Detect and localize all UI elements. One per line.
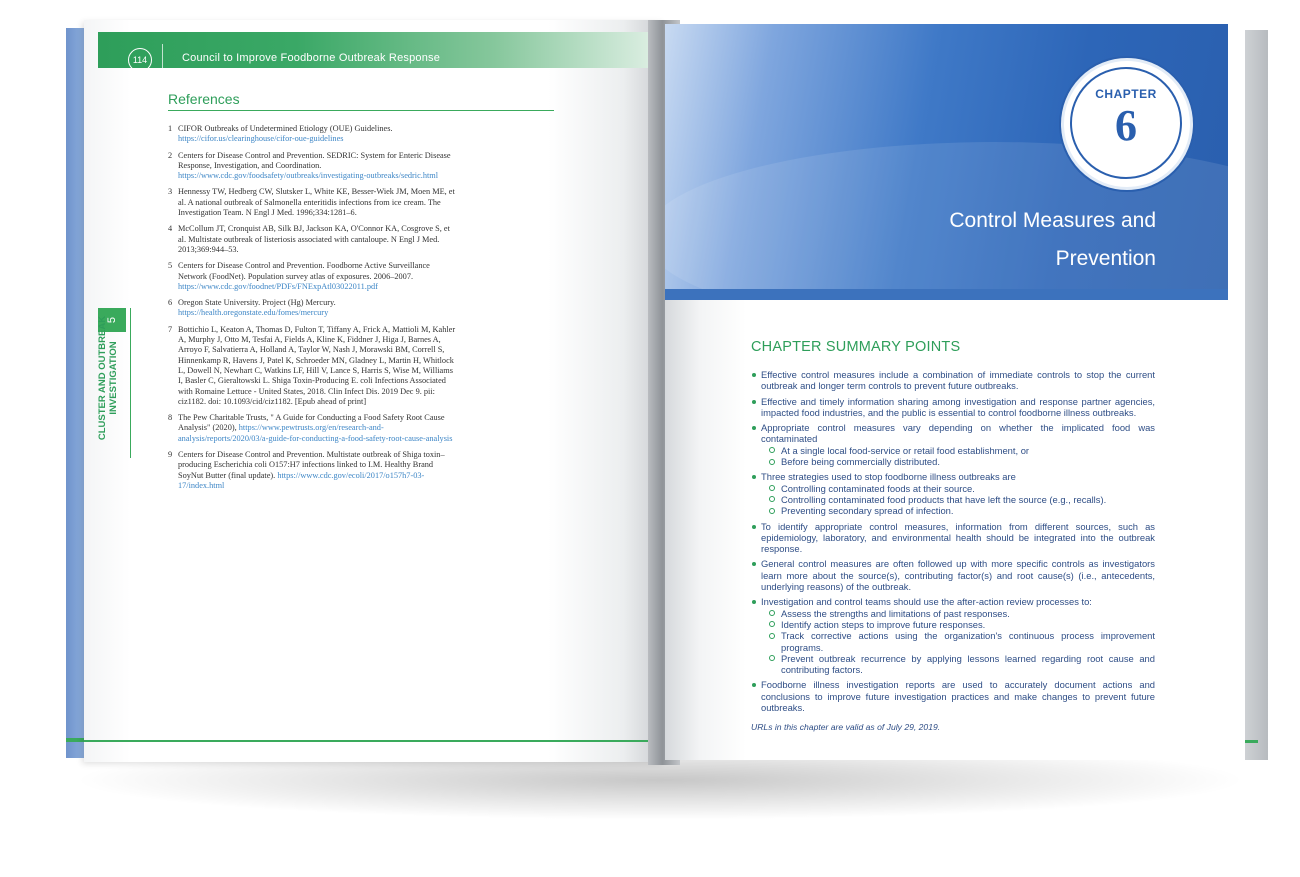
summary-point: General control measures are often followed up with more specific controls as investigators learn more about the source(s), contributing factor(s) and root cause(s) (i.e., antecedents, underlying reasons) of the outbreak. (751, 558, 1155, 592)
summary-subpoints (761, 608, 1155, 676)
reference-link[interactable]: https://www.pewtrusts.org/en/research-and-analysis/reports/2020/03/a-guide-for-conducting-a-food-safety-root-cause-analysis (178, 423, 453, 443)
reference-item: 6 Oregon State University. Project (Hg) Mercury. https://health.oregonstate.edu/fomes/mercury (168, 298, 336, 318)
reference-link[interactable]: https://health.oregonstate.edu/fomes/mercury (178, 308, 329, 318)
chapter-badge (1061, 58, 1193, 190)
summary-subpoint: Preventing secondary spread of infection. (761, 505, 1155, 516)
reference-link[interactable]: https://cifor.us/clearinghouse/cifor-oue-guidelines (178, 134, 344, 144)
summary-point: Effective control measures include a combination of immediate controls to stop the current outbreak and longer term controls to prevent future outbreaks. (751, 369, 1155, 392)
summary-point: Investigation and control teams should use the after-action review processes to: Assess the strengths and limitations of past responses. Identify action steps to improve future responses. Track corrective actions using the organization's continuous process improvement programs. Prevent outbreak recurrence by applying lessons learned regarding root cause and contributing factors. (751, 596, 1155, 675)
left-page-bottom-rule (84, 740, 649, 742)
left-cover-edge-accent (66, 738, 86, 742)
header-divider (162, 44, 163, 80)
chapter-title (856, 202, 1156, 278)
summary-subpoint: Controlling contaminated food products that have left the source (e.g., recalls). (761, 494, 1155, 505)
chapter-title-line2: Prevention (1055, 247, 1156, 270)
references-rule (168, 110, 554, 111)
running-header-title: Council to Improve Foodborne Outbreak Response (182, 52, 441, 64)
chapter-badge-inner (1070, 67, 1182, 179)
reference-item: 8 The Pew Charitable Trusts, " A Guide for Conducting a Food Safety Root Cause Analysis" (2020), https://www.pewtrusts.org/en/research-and-analysis/reports/2020/03/a-guide-for-conducting-a-food-safety-root-cause-analysis (168, 413, 453, 443)
summary-point: Effective and timely information sharing among investigation and response partner agencies, impacted food industries, and the public is essential to control foodborne illness outbreaks. (751, 396, 1155, 419)
reference-item: 3 Hennessy TW, Hedberg CW, Slutsker L, White KE, Besser-Wiek JM, Moen ME, et al. A national outbreak of Salmonella enteritidis infections from ice cream. The Investigation Team. N Engl J Med. 1996;334:1281–6. (168, 187, 455, 218)
references-heading: References (168, 91, 240, 107)
section-rule (130, 308, 131, 458)
references-list (168, 124, 458, 497)
reference-item: 9 Centers for Disease Control and Prevention. Multistate outbreak of Shiga toxin–producing Escherichia coli O157:H7 infections linked to I.M. Healthy Brand SoyNut Butter (final update). https://www.cdc.gov/ecoli/2017/o157h7-03-17/index.html (168, 450, 445, 490)
summary-subpoint: Identify action steps to improve future responses. (761, 619, 1155, 630)
summary-heading: CHAPTER SUMMARY POINTS (751, 339, 961, 355)
summary-subpoint: Assess the strengths and limitations of past responses. (761, 608, 1155, 619)
section-tab-number: 5 (106, 316, 118, 324)
reference-link[interactable]: https://www.cdc.gov/ecoli/2017/o157h7-03-17/index.html (178, 470, 425, 490)
summary-subpoints (761, 445, 1155, 468)
left-page (84, 20, 664, 762)
chapter-banner (665, 24, 1228, 300)
summary-subpoints (761, 483, 1155, 517)
summary-subpoint: Prevent outbreak recurrence by applying lessons learned regarding root cause and contributing factors. (761, 653, 1155, 676)
running-header (98, 32, 664, 68)
summary-subpoint: Before being commercially distributed. (761, 456, 1155, 467)
reference-link[interactable]: https://www.cdc.gov/foodnet/PDFs/FNExpAtl03022011.pdf (178, 281, 378, 291)
section-label: CLUSTER AND OUTBREAK INVESTIGATION (97, 315, 119, 441)
reference-item: 7 Bottichio L, Keaton A, Thomas D, Fulton T, Tiffany A, Frick A, Mattioli M, Kahler A, Murphy J, Otto M, Tesfai A, Fields A, Kline K, Fiddner J, Higa J, Barnes A, Arroyo F, Salvatierra A, Holland A, Taylor W, Nash J, Morawski BM, Correll S, Hinnenkamp R, Havens J, Patel K, Schroeder MN, Gladney L, Martin H, Whitlock L, Dowell N, Newhart C, Watkins LF, Hill V, Lance S, Harris S, Wise M, Williams I, Basler C, Gieraltowski L. Shiga Toxin-Producing E. coli Infections Associated with Romaine Lettuce - United States, 2018. Clin Infect Dis. 2019 Dec 9. pii: ciz1182. doi: 10.1093/cid/ciz1182. [Epub ahead of print] (168, 324, 456, 406)
urls-validity-note: URLs in this chapter are valid as of July 29, 2019. (751, 722, 941, 732)
summary-subpoint: Track corrective actions using the organization's continuous process improvement programs. (761, 630, 1155, 653)
reference-item: 1 CIFOR Outbreaks of Undetermined Etiology (OUE) Guidelines. https://cifor.us/clearinghouse/cifor-oue-guidelines (168, 124, 393, 144)
summary-point: To identify appropriate control measures, information from different sources, such as epidemiology, laboratory, and environmental health should be integrated into the outbreak response. (751, 521, 1155, 555)
reference-link[interactable]: https://www.cdc.gov/foodsafety/outbreaks/investigating-outbreaks/sedric.html (178, 171, 439, 181)
summary-point: Foodborne illness investigation reports are used to accurately document actions and conclusions to improve future investigation practices and make changes to prevent future outbreaks. (751, 679, 1155, 713)
chapter-number: 6 (1115, 101, 1137, 150)
reference-item: 5 Centers for Disease Control and Prevention. Foodborne Active Surveillance Network (FoodNet). Population survey atlas of exposures. 2006–2007. https://www.cdc.gov/foodnet/PDFs/FNExpAtl03022011.pdf (168, 261, 430, 291)
summary-subpoint: Controlling contaminated foods at their source. (761, 483, 1155, 494)
reference-item: 4 McCollum JT, Cronquist AB, Silk BJ, Jackson KA, O'Connor KA, Cosgrove S, et al. Multistate outbreak of listeriosis associated with cantaloupe. N Engl J Med. 2013;369:944–53. (168, 224, 450, 254)
left-cover-edge (66, 28, 86, 758)
page-number: 114 (128, 48, 152, 72)
right-page (665, 24, 1245, 760)
banner-band (665, 289, 1228, 300)
summary-point: Three strategies used to stop foodborne illness outbreaks are Controlling contaminated foods at their source. Controlling contaminated food products that have left the source (e.g., recalls). Preventing secondary spread of infection. (751, 471, 1155, 516)
summary-subpoint: At a single local food-service or retail food establishment, or (761, 445, 1155, 456)
summary-point: Appropriate control measures vary depending on whether the implicated food was contaminated At a single local food-service or retail food establishment, or Before being commercially distributed. (751, 422, 1155, 467)
reference-item: 2 Centers for Disease Control and Prevention. SEDRIC: System for Enteric Disease Response, Investigation, and Coordination. https://www.cdc.gov/foodsafety/outbreaks/investigating-outbreaks/sedric.html (168, 150, 451, 181)
chapter-label: CHAPTER (1095, 87, 1157, 101)
summary-list (751, 369, 1155, 717)
chapter-title-line1: Control Measures and (949, 209, 1156, 232)
